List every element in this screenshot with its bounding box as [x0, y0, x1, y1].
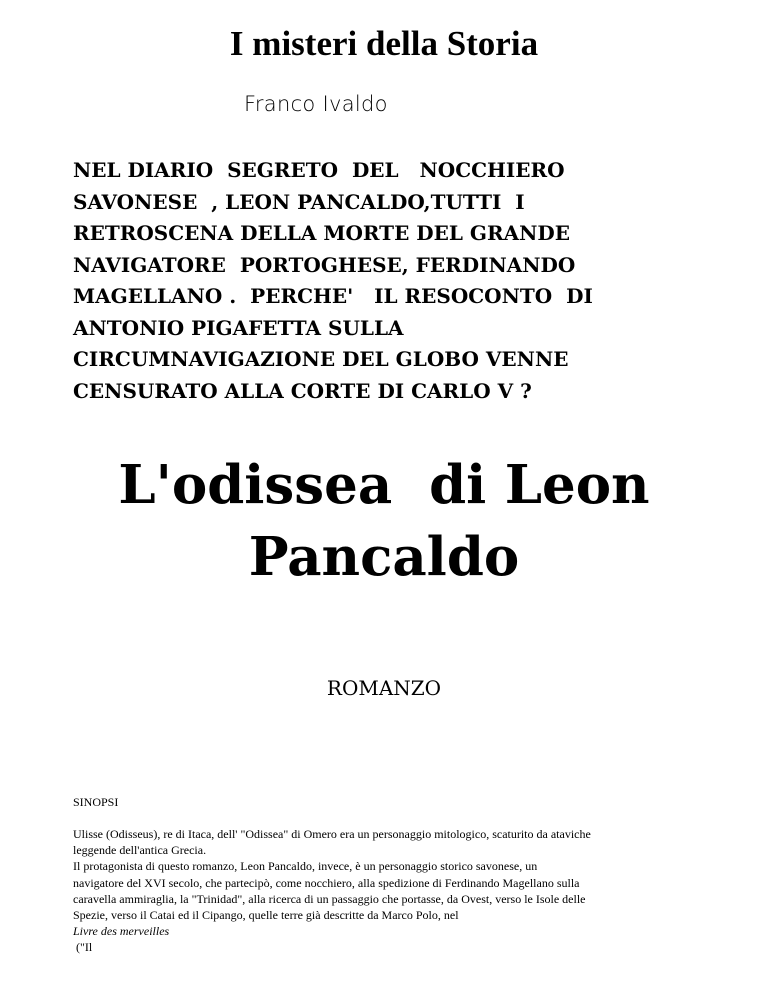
synopsis-line: caravella ammiraglia, la "Trinidad", alla ricerca di un passaggio che portasse, da Ovest, verso le Isole delle — [73, 891, 586, 906]
headline-line: NAVIGATORE PORTOGHESE, FERDINANDO — [73, 252, 576, 277]
synopsis-heading: SINOPSI — [73, 795, 119, 809]
synopsis-line-text: ("Il — [73, 940, 93, 955]
headline-line: RETROSCENA DELLA MORTE DEL GRANDE — [73, 221, 570, 245]
book-title — [0, 449, 768, 593]
synopsis-line: navigatore del XVI secolo, che partecipò, come nocchiero, alla spedizione di Ferdinando Magellano sulla — [73, 875, 580, 890]
book-title-line: L'odissea di Leon — [118, 454, 650, 516]
genre-label: ROMANZO — [326, 676, 442, 700]
synopsis-line-text: Spezie, verso il Catai ed il Cipango, quelle terre già descritte da Marco Polo, nel — [73, 908, 462, 923]
headline-line: CIRCUMNAVIGAZIONE DEL GLOBO VENNE — [73, 347, 569, 371]
book-reference: Livre des merveilles — [73, 924, 170, 939]
series-title: I misteri della Storia — [229, 24, 539, 63]
book-title-line: Pancaldo — [248, 526, 520, 588]
synopsis-text — [73, 826, 733, 956]
synopsis-line — [73, 907, 733, 956]
synopsis-line: Il protagonista di questo romanzo, Leon Pancaldo, invece, è un personaggio storico savonese, un — [73, 859, 538, 874]
headline-line: ANTONIO PIGAFETTA SULLA — [73, 315, 404, 340]
headline-line: MAGELLANO . PERCHE' IL RESOCONTO DI — [73, 284, 593, 308]
synopsis-line: leggende dell'antica Grecia. — [73, 843, 207, 858]
headline-line: CENSURATO ALLA CORTE DI CARLO V ? — [73, 378, 532, 403]
headline-line: NEL DIARIO SEGRETO DEL NOCCHIERO — [73, 158, 565, 182]
synopsis-line: Ulisse (Odisseus), re di Itaca, dell' "Odissea" di Omero era un personaggio mitologico, scaturito da ataviche — [73, 827, 591, 841]
headline — [73, 155, 713, 407]
headline-line: SAVONESE , LEON PANCALDO,TUTTI I — [73, 189, 525, 214]
author-name: Franco Ivaldo — [244, 92, 388, 116]
